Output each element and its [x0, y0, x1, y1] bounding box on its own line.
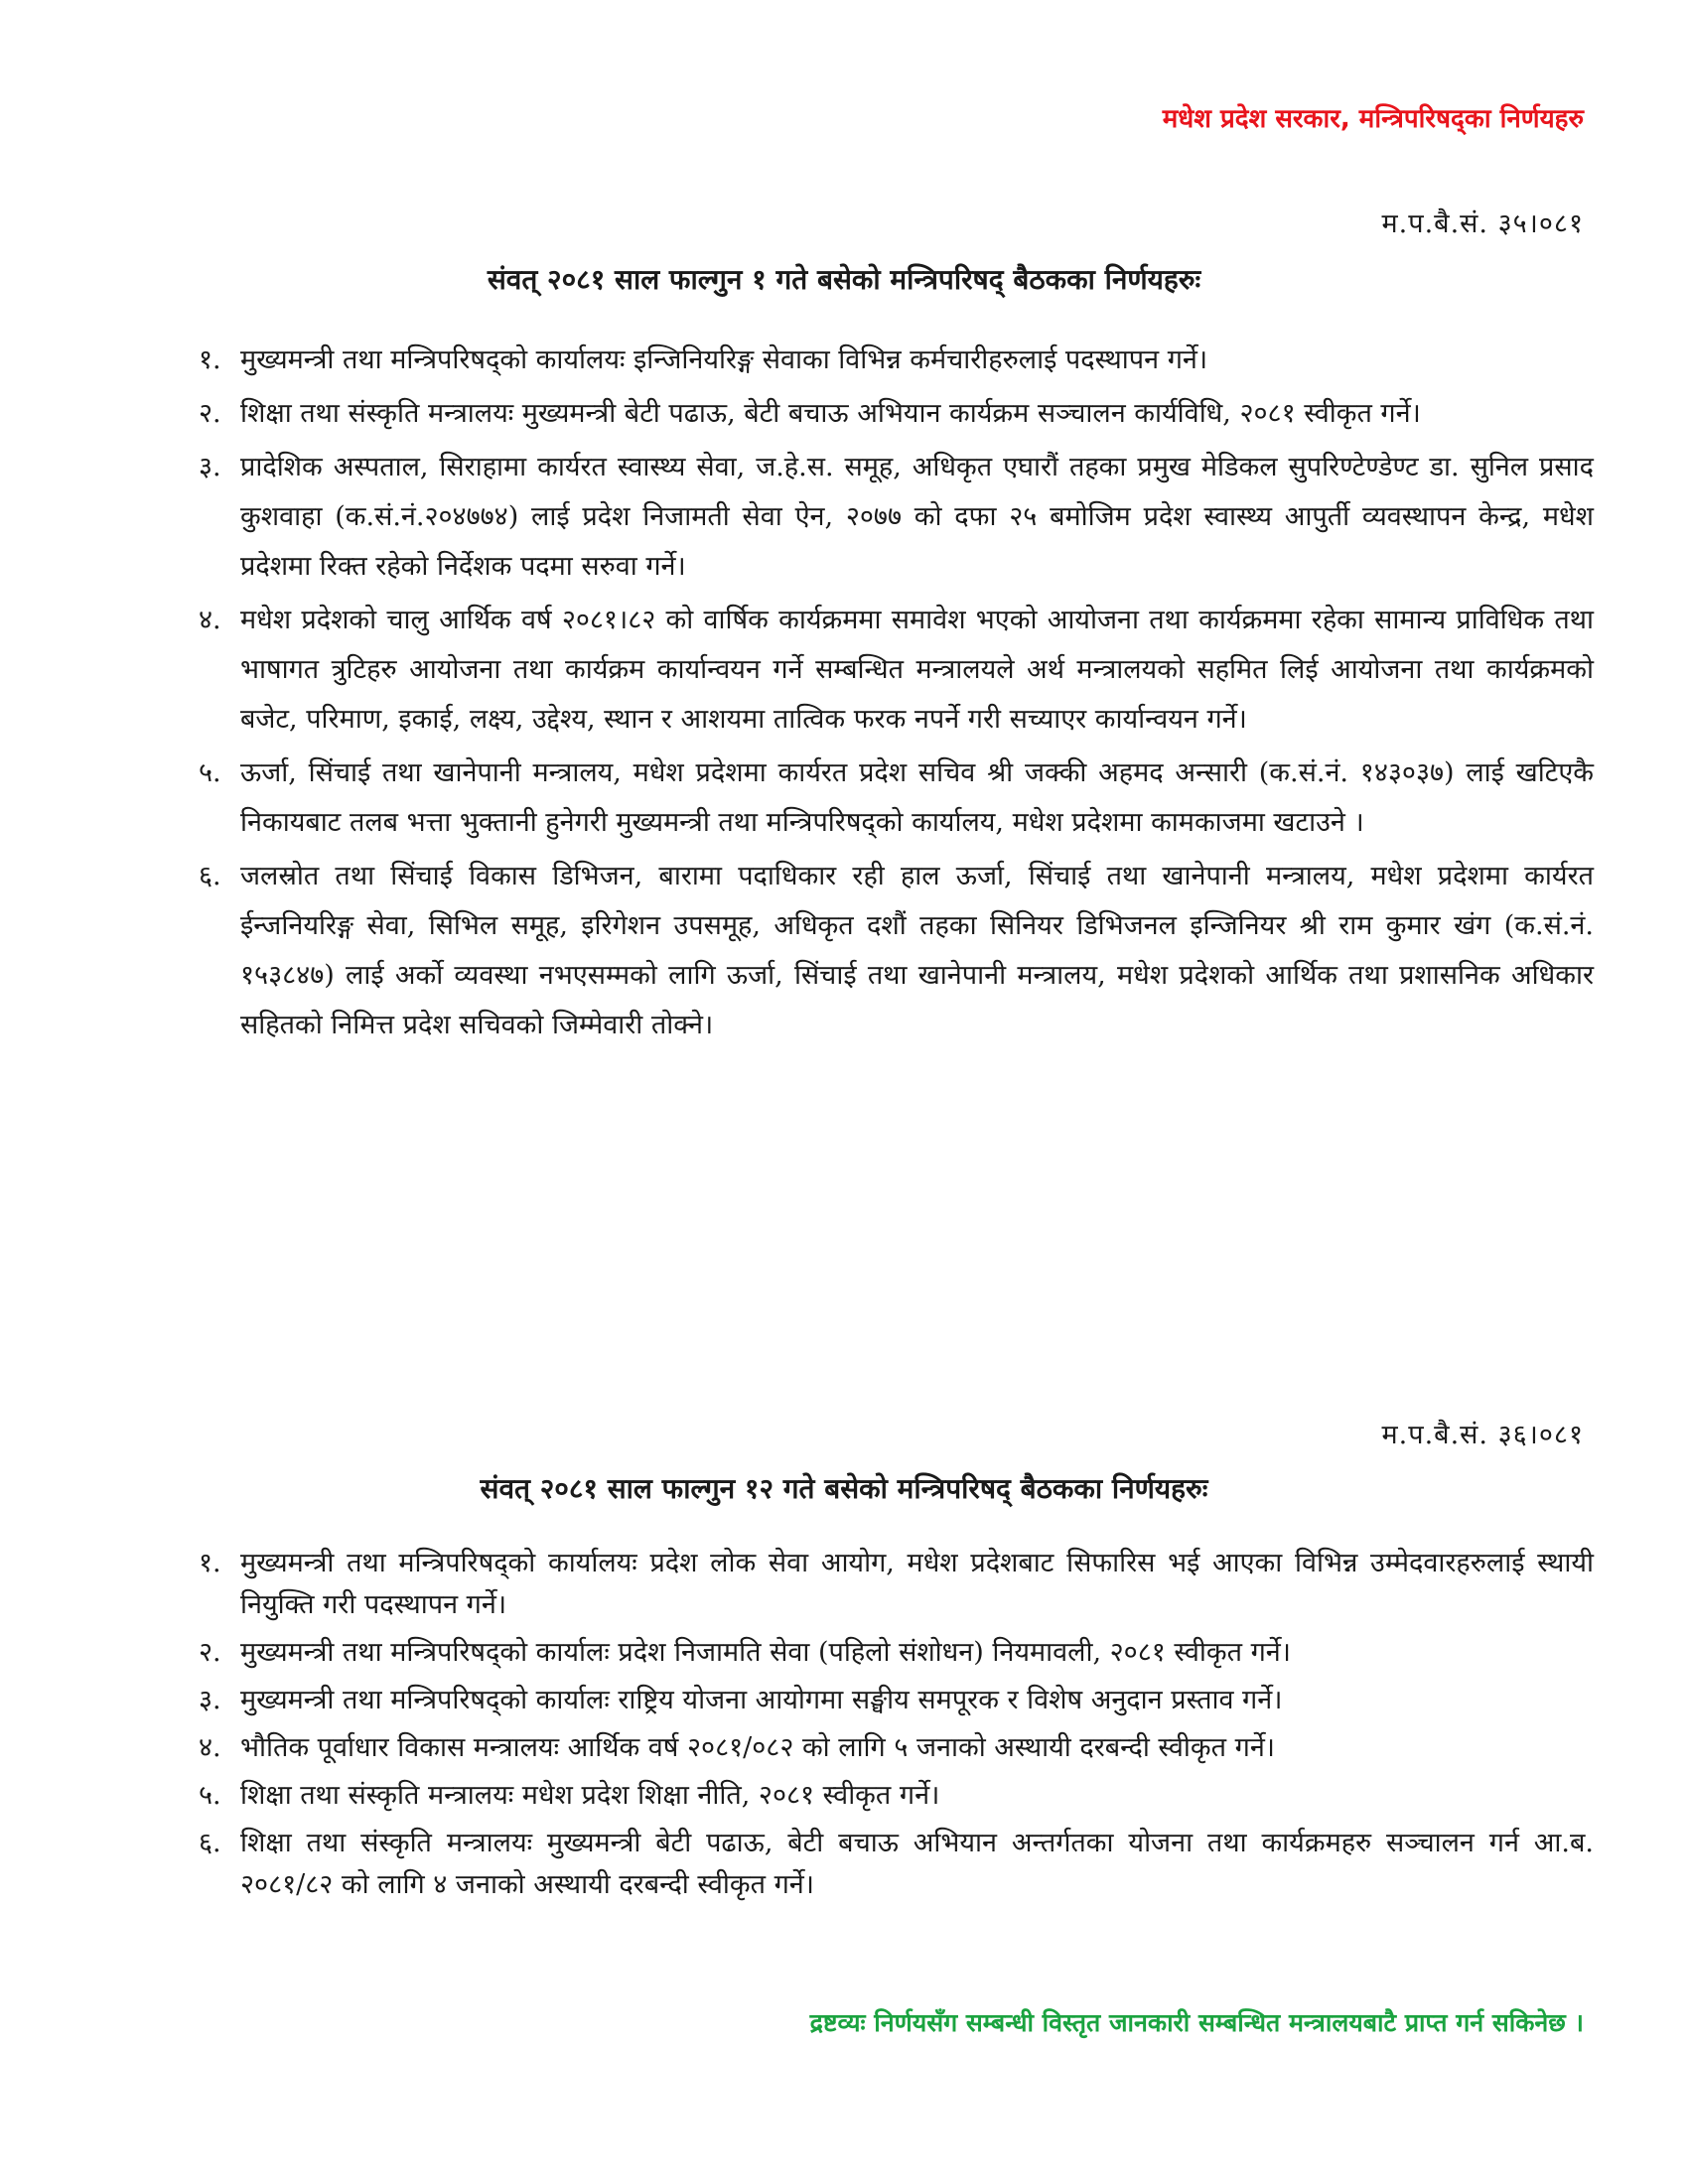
item-number: ३. [199, 1685, 221, 1715]
item-text: भौतिक पूर्वाधार विकास मन्त्रालयः आर्थिक वर्ष २०८१/०८२ को लागि ५ जनाको अस्थायी दरबन्दी स्वीकृत गर्ने। [240, 1732, 1276, 1763]
item-number: ६. [199, 1828, 221, 1858]
meeting-ref-number: म.प.बै.सं. ३५।०८१ [1381, 208, 1584, 239]
item-text: शिक्षा तथा संस्कृति मन्त्रालयः मुख्यमन्त्री बेटी पढाऊ, बेटी बचाऊ अभियान अन्तर्गतका योजना तथा कार्यक्रमहरु सञ्चालन गर्न आ.ब. २०८१/८२ को लागि ४ जनाको अस्थायी दरबन्दी स्वीकृत गर्ने। [240, 1828, 1594, 1900]
decision-item [199, 1727, 1594, 1769]
page-header: मधेश प्रदेश सरकार, मन्त्रिपरिषद्का निर्णयहरु [1162, 104, 1584, 134]
decision-item [199, 389, 1594, 439]
item-text: जलस्रोत तथा सिंचाई विकास डिभिजन, बारामा पदाधिकार रही हाल ऊर्जा, सिंचाई तथा खानेपानी मन्त्रालय, मधेश प्रदेशमा कार्यरत ईन्जनियरिङ्ग सेवा, सिभिल समूह, इरिगेशन उपसमूह, अधिकृत दशौं तहका सिनियर डिभिजनल इन्जिनियर श्री राम कुमार खंग (क.सं.नं. १५३८४७) लाई अर्को व्यवस्था नभएसम्मको लागि ऊर्जा, सिंचाई तथा खानेपानी मन्त्रालय, मधेश प्रदेशको आर्थिक तथा प्रशासनिक अधिकार सहितको निमित्त प्रदेश सचिवको जिम्मेवारी तोक्ने। [240, 861, 1594, 1040]
item-number: १. [199, 344, 221, 375]
decision-list [199, 336, 1594, 1054]
item-text: मधेश प्रदेशको चालु आर्थिक वर्ष २०८१।८२ को वार्षिक कार्यक्रममा समावेश भएको आयोजना तथा कार्यक्रममा रहेका सामान्य प्राविधिक तथा भाषागत त्रुटिहरु आयोजना तथा कार्यक्रम कार्यान्वयन गर्ने सम्बन्धित मन्त्रालयले अर्थ मन्त्रालयको सहमित लिई आयोजना तथा कार्यक्रमको बजेट, परिमाण, इकाई, लक्ष्य, उद्देश्य, स्थान र आशयमा तात्विक फरक नपर्ने गरी सच्याएर कार्यान्वयन गर्ने। [240, 605, 1594, 735]
item-number: १. [199, 1548, 221, 1578]
item-text: मुख्यमन्त्री तथा मन्त्रिपरिषद्को कार्यालः प्रदेश निजामति सेवा (पहिलो संशोधन) नियमावली, २०८१ स्वीकृत गर्ने। [240, 1637, 1292, 1668]
decision-item [199, 1543, 1594, 1626]
item-number: ५. [199, 1780, 221, 1811]
item-text: मुख्यमन्त्री तथा मन्त्रिपरिषद्को कार्यालयः इन्जिनियरिङ्ग सेवाका विभिन्न कर्मचारीहरुलाई पदस्थापन गर्ने। [240, 344, 1208, 375]
meeting-ref-number: म.प.बै.सं. ३६।०८१ [1381, 1420, 1584, 1450]
decision-item [199, 1823, 1594, 1906]
decision-item [199, 749, 1594, 848]
decision-item [199, 1680, 1594, 1721]
item-number: ६. [199, 861, 221, 891]
item-text: शिक्षा तथा संस्कृति मन्त्रालयः मुख्यमन्त्री बेटी पढाऊ, बेटी बचाऊ अभियान कार्यक्रम सञ्चालन कार्यविधि, २०८१ स्वीकृत गर्ने। [240, 398, 1421, 429]
item-number: ४. [199, 1732, 221, 1763]
decision-item [199, 852, 1594, 1050]
decision-item [199, 1775, 1594, 1817]
footnote: द्रष्टव्यः निर्णयसँग सम्बन्धी विस्तृत जानकारी सम्बन्धित मन्त्रालयबाटै प्राप्त गर्न सकिनेछ । [809, 2008, 1584, 2037]
item-number: २. [199, 1637, 221, 1668]
item-text: प्रादेशिक अस्पताल, सिराहामा कार्यरत स्वास्थ्य सेवा, ज.हे.स. समूह, अधिकृत एघारौं तहका प्रमुख मेडिकल सुपरिण्टेण्डेण्ट डा. सुनिल प्रसाद कुशवाहा (क.सं.नं.२०४७७४) लाई प्रदेश निजामती सेवा ऐन, २०७७ को दफा २५ बमोजिम प्रदेश स्वास्थ्य आपुर्ती व्यवस्थापन केन्द्र, मधेश प्रदेशमा रिक्त रहेको निर्देशक पदमा सरुवा गर्ने। [240, 452, 1594, 582]
item-text: शिक्षा तथा संस्कृति मन्त्रालयः मधेश प्रदेश शिक्षा नीति, २०८१ स्वीकृत गर्ने। [240, 1780, 940, 1811]
decision-item [199, 336, 1594, 385]
item-text: मुख्यमन्त्री तथा मन्त्रिपरिषद्को कार्यालयः प्रदेश लोक सेवा आयोग, मधेश प्रदेशबाट सिफारिस भई आएका विभिन्न उम्मेदवारहरुलाई स्थायी नियुक्ति गरी पदस्थापन गर्ने। [240, 1548, 1594, 1620]
item-number: ३. [199, 452, 221, 482]
decision-list [199, 1543, 1594, 1912]
decision-item [199, 1632, 1594, 1674]
item-text: ऊर्जा, सिंचाई तथा खानेपानी मन्त्रालय, मधेश प्रदेशमा कार्यरत प्रदेश सचिव श्री जक्की अहमद अन्सारी (क.सं.नं. १४३०३७) लाई खटिएकै निकायबाट तलब भत्ता भुक्तानी हुनेगरी मुख्यमन्त्री तथा मन्त्रिपरिषद्को कार्यालय, मधेश प्रदेशमा कामकाजमा खटाउने । [240, 757, 1594, 838]
item-number: ४. [199, 605, 221, 635]
decision-item [199, 596, 1594, 745]
meeting-title: संवत् २०८१ साल फाल्गुन १ गते बसेको मन्त्रिपरिषद् बैठकका निर्णयहरुः [487, 263, 1201, 296]
decision-item [199, 443, 1594, 592]
meeting-title: संवत् २०८१ साल फाल्गुन १२ गते बसेको मन्त्रिपरिषद् बैठकका निर्णयहरुः [480, 1472, 1208, 1505]
item-number: ५. [199, 757, 221, 788]
item-text: मुख्यमन्त्री तथा मन्त्रिपरिषद्को कार्यालः राष्ट्रिय योजना आयोगमा सङ्घीय समपूरक र विशेष अनुदान प्रस्ताव गर्ने। [240, 1685, 1283, 1715]
item-number: २. [199, 398, 221, 429]
